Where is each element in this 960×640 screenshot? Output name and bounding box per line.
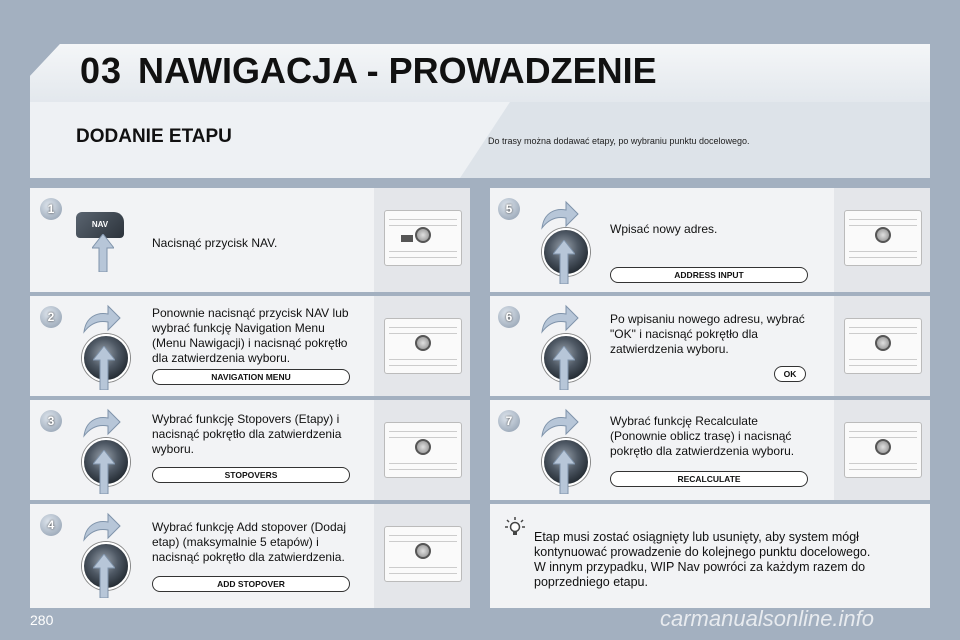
rotary-knob-icon <box>415 227 431 243</box>
up-arrow-icon <box>553 346 575 390</box>
rotary-knob-icon <box>875 439 891 455</box>
step-text-4: Wybrać funkcję Add stopover (Dodaj etap) (maksymalnie 5 etapów) i nacisnąć pokrętło dla zatwierdzenia. <box>152 520 346 564</box>
page-title: NAWIGACJA - PROWADZENIE <box>138 50 657 91</box>
up-arrow-icon <box>93 450 115 494</box>
ok-pill: OK <box>774 366 806 382</box>
up-arrow-icon <box>93 554 115 598</box>
radio-thumbnail <box>834 188 930 292</box>
radio-thumbnail <box>374 188 470 292</box>
curved-arrow-icon <box>82 304 122 334</box>
menu-label-pill: RECALCULATE <box>610 471 808 487</box>
menu-label-pill: ADD STOPOVER <box>152 576 350 592</box>
intro-text: Do trasy można dodawać etapy, po wybraniu punktu docelowego. <box>488 136 750 146</box>
radio-panel-image <box>844 318 922 374</box>
radio-thumbnail <box>374 504 470 608</box>
up-arrow-icon <box>553 450 575 494</box>
rotary-knob-icon <box>415 543 431 559</box>
step-number-1: 1 <box>40 198 62 220</box>
radio-panel-image <box>384 526 462 582</box>
nav-button: NAV <box>76 212 124 238</box>
step-number-7: 7 <box>498 410 520 432</box>
section-title: DODANIE ETAPU <box>76 126 232 147</box>
curved-arrow-icon <box>540 408 580 438</box>
up-arrow-icon <box>553 240 575 284</box>
step-number-3: 3 <box>40 410 62 432</box>
step-text-1: Nacisnąć przycisk NAV. <box>152 236 278 250</box>
radio-thumbnail <box>374 400 470 500</box>
chapter-number: 03 <box>80 50 123 91</box>
step-text-7: Wybrać funkcję Recalculate (Ponownie oblicz trasę) i nacisnąć pokrętło dla zatwierdzenia wyboru. <box>610 414 795 458</box>
up-arrow-icon <box>92 234 114 272</box>
menu-label-pill: STOPOVERS <box>152 467 350 483</box>
up-arrow-icon <box>93 346 115 390</box>
step-number-5: 5 <box>498 198 520 220</box>
curved-arrow-icon <box>540 200 580 230</box>
curved-arrow-icon <box>82 512 122 542</box>
radio-panel-image <box>384 422 462 478</box>
curved-arrow-icon <box>540 304 580 334</box>
rotary-knob-icon <box>415 439 431 455</box>
step-number-4: 4 <box>40 514 62 536</box>
lightbulb-icon <box>504 516 526 538</box>
step-text-3: Wybrać funkcję Stopovers (Etapy) i nacisnąć pokrętło dla zatwierdzenia wyboru. <box>152 412 342 456</box>
rotary-knob-icon <box>875 335 891 351</box>
radio-panel-image <box>844 210 922 266</box>
radio-panel-image <box>384 318 462 374</box>
step-text-6: Po wpisaniu nowego adresu, wybrać "OK" i nacisnąć pokrętło dla zatwierdzenia wyboru. <box>610 312 805 356</box>
curved-arrow-icon <box>82 408 122 438</box>
radio-panel-image <box>384 210 462 266</box>
page-number: 280 <box>30 612 54 628</box>
menu-label-pill: NAVIGATION MENU <box>152 369 350 385</box>
radio-thumbnail <box>374 296 470 396</box>
radio-panel-image <box>844 422 922 478</box>
radio-thumbnail <box>834 400 930 500</box>
watermark: carmanualsonline.info <box>660 606 875 631</box>
menu-label-pill: ADDRESS INPUT <box>610 267 808 283</box>
rotary-knob-icon <box>415 335 431 351</box>
step-number-6: 6 <box>498 306 520 328</box>
nav-key-highlight <box>401 235 413 242</box>
step-number-2: 2 <box>40 306 62 328</box>
step-text-5: Wpisać nowy adres. <box>610 222 718 236</box>
radio-thumbnail <box>834 296 930 396</box>
note-text: Etap musi zostać osiągnięty lub usunięty, aby system mógł kontynuować prowadzenie do kolejnego punktu docelowego. W innym przypadku, WIP Nav powróci za każdym razem do poprzedniego etapu. <box>534 530 871 589</box>
step-text-2: Ponownie nacisnąć przycisk NAV lub wybrać funkcję Navigation Menu (Menu Nawigacji) i nacisnąć pokrętło dla zatwierdzenia wyboru. <box>152 306 349 365</box>
rotary-knob-icon <box>875 227 891 243</box>
